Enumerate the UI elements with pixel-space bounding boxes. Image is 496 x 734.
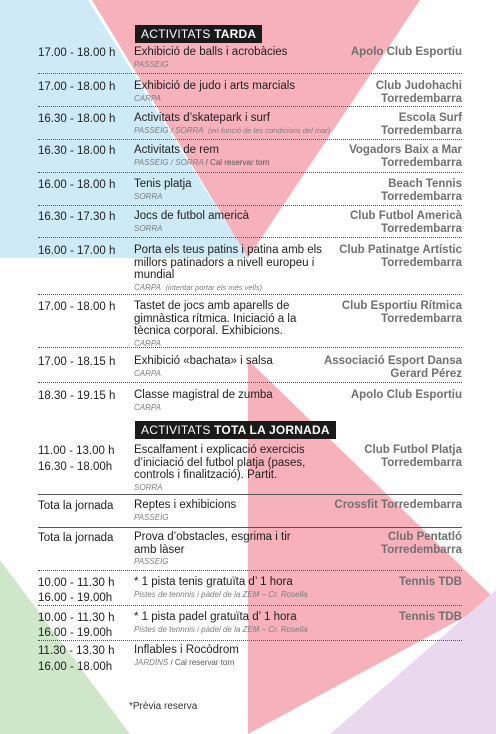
divider [38, 605, 462, 606]
time-slot: 10.00 - 11.30 h [38, 577, 115, 589]
organizer: Tennis TDB [398, 611, 462, 623]
divider [38, 205, 462, 206]
activity-place: PASSEIG [134, 512, 169, 522]
activity-title: Jocs de futbol americà [134, 210, 250, 222]
divider [38, 172, 462, 173]
activity-place: SORRA [134, 223, 163, 233]
activity-title: Escalfament i explicació exercicis d’iniciació del futbol platja (pases, controls i finalització). Partit. [134, 444, 306, 481]
organizer: Club Judohachi Torredembarra [375, 80, 462, 105]
activity-place: PASSEIG / SORRA [134, 125, 204, 135]
time-slot: 11.30 - 13.30 h [38, 645, 115, 657]
organizer: Beach Tennis Torredembarra [381, 178, 462, 203]
activity-title: Reptes i exhibicions [134, 499, 237, 511]
activity-title: Activitats de rem [134, 144, 219, 156]
activity-place: CARPA [134, 338, 161, 348]
time-slot: 17.00 - 18.00 h [38, 301, 116, 313]
activity-title: Inflables i Rocòdrom [134, 644, 239, 656]
activity-title: * 1 pista padel gratuïta d’ 1 hora [134, 611, 297, 623]
divider [38, 382, 462, 383]
time-slot: 11.00 - 13.00 h [38, 445, 115, 457]
activity-place: CARPA [134, 93, 161, 103]
organizer: Escola Surf Torredembarra [381, 112, 462, 137]
footnote: *Prèvia reserva [129, 701, 198, 712]
time-slot: 16.30 - 18.00 h [38, 113, 116, 125]
activity-title: Prova d’obstacles, esgrima i tir amb làser [134, 531, 291, 556]
time-slot: 10.00 - 11.30 h [38, 612, 115, 624]
organizer: Vogadors Baix a Mar Torredembarra [349, 144, 462, 169]
organizer: Club Futbol Americà Torredembarra [349, 210, 462, 235]
time-slot: 17.00 - 18.00 h [38, 81, 116, 93]
activity-place: PASSEIG [134, 59, 169, 69]
time-slot-2: 16.00 - 18.00h [38, 661, 113, 673]
divider [38, 139, 462, 140]
divider [38, 347, 462, 348]
time-slot: 16.00 - 17.00 h [38, 245, 116, 257]
activity-note: (intentar portar els més vells) [165, 282, 263, 292]
time-slot: 17.00 - 18.15 h [38, 356, 116, 368]
divider [38, 73, 462, 74]
time-slot-2: 16.00 - 19.00h [38, 592, 113, 604]
time-slot: 16.30 - 18.00 h [38, 145, 116, 157]
activity-note: (en funció de les condicions del mar) [208, 125, 331, 135]
activity-title: Tastet de jocs amb aparells de gimnàstica rítmica. Iniciació a la tècnica corporal. Exhibicions. [134, 300, 297, 337]
organizer: Club Esportiu Rítmica Torredembarra [341, 300, 462, 325]
divider [38, 237, 462, 238]
time-slot-2: 16.00 - 19.00h [38, 627, 113, 639]
time-slot: 16.00 - 18.00 h [38, 179, 116, 191]
divider [38, 294, 462, 295]
activity-place: PASSEIG [134, 557, 169, 566]
time-slot: Tota la jornada [38, 500, 114, 512]
organizer: Crossfit Torredembarra [334, 499, 462, 511]
time-slot: 17.00 - 18.00 h [38, 47, 116, 59]
divider [38, 106, 462, 107]
activity-title: Exhibició de balls i acrobàcies [134, 46, 288, 58]
organizer: Club Futbol Platja Torredembarra [364, 444, 462, 469]
organizer: Associació Esport Dansa Gerard Pérez [323, 355, 462, 380]
organizer: Club Patinatge Artístic Torredembarra [339, 244, 462, 269]
activity-place: Pistes de tennnis i pàdel de la ZEM – Cr. Rosella [134, 589, 308, 599]
activity-place: SORRA [134, 482, 163, 492]
organizer: Apolo Club Esportiu [350, 46, 462, 58]
divider [38, 527, 462, 528]
activity-title: Activitats d’skatepark i surf [134, 112, 270, 124]
activity-note: / Cal reservar torn [205, 157, 270, 167]
activity-note: / Cal reservar torn [170, 657, 235, 667]
organizer: Club Pentatló Torredembarra [381, 531, 462, 556]
activity-place: SORRA [134, 191, 163, 201]
activity-title: Tenis platja [134, 178, 192, 190]
organizer: Tennis TDB [398, 576, 462, 588]
activity-title: Exhibició «bachata» i salsa [134, 355, 273, 367]
activity-title: * 1 pista tenis gratuïta d’ 1 hora [134, 576, 293, 588]
activity-title: Porta els teus patins i patina amb els millors patinadors a nivell europeu i mundial [134, 244, 322, 281]
section-header-jornada: ACTIVITATS TOTA LA JORNADA [135, 421, 336, 439]
activity-place: CARPA [134, 402, 161, 412]
organizer: Apolo Club Esportiu [350, 389, 462, 401]
time-slot: 16.30 - 17.30 h [38, 211, 116, 223]
time-slot: 18.30 - 19.15 h [38, 390, 116, 402]
divider [38, 640, 462, 641]
activity-place: JARDINS [134, 657, 169, 667]
activity-place: CARPA [134, 282, 161, 292]
divider [38, 494, 462, 495]
divider [38, 570, 462, 571]
activity-place: Pistes de tennnis i pàdel de la ZEM – Cr. Rosella [134, 624, 308, 634]
time-slot: Tota la jornada [38, 532, 114, 544]
activity-place: CARPA [134, 368, 161, 378]
time-slot-2: 16.30 - 18.00h [38, 461, 113, 473]
activity-title: Exhibició de judo i arts marcials [134, 80, 296, 92]
section-header-tarda: ACTIVITATS TARDA [135, 25, 262, 43]
activity-title: Classe magistral de zumba [134, 389, 273, 401]
activity-place: PASSEIG / SORRA [134, 157, 204, 167]
